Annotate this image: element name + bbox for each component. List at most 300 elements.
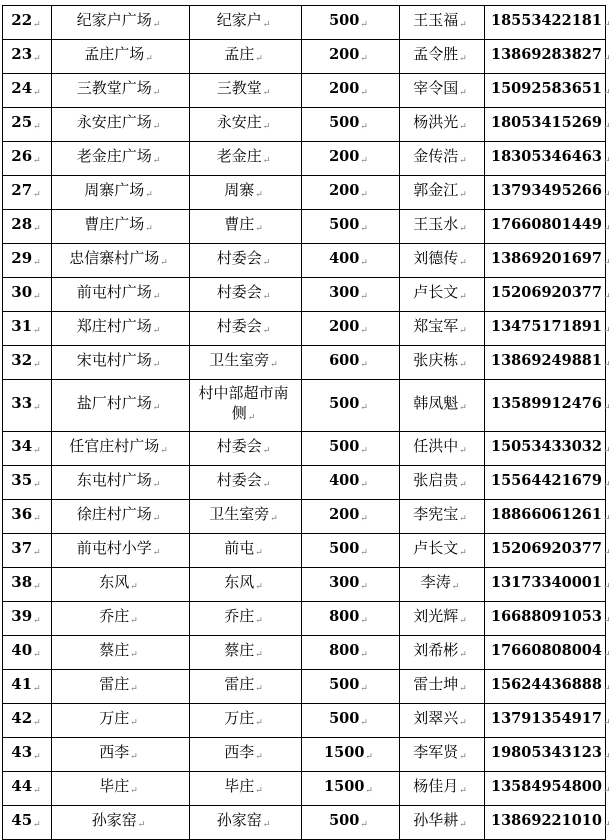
paragraph-mark: ↵	[365, 751, 373, 762]
paragraph-mark: ↵	[360, 53, 368, 64]
paragraph-mark: ↵	[130, 684, 138, 694]
paragraph-mark: ↵	[459, 403, 467, 413]
paragraph-mark: ↵	[33, 684, 41, 694]
paragraph-mark: ↵	[459, 88, 467, 98]
phone-text: 13589912476	[491, 394, 602, 412]
venue-cell	[52, 806, 190, 840]
paragraph-mark: ↵	[255, 718, 263, 728]
paragraph-mark: ↵	[360, 581, 368, 592]
paragraph-mark: ↵	[459, 446, 467, 456]
paragraph-mark: ↵	[602, 513, 611, 524]
phone-cell	[485, 312, 611, 346]
paragraph-mark: ↵	[270, 514, 278, 524]
location-text: 村委会	[216, 283, 262, 301]
paragraph-mark: ↵	[33, 786, 41, 796]
serial-number-cell	[3, 380, 52, 432]
paragraph-mark: ↵	[33, 514, 41, 524]
contact-name-text: 任洪中	[413, 437, 459, 455]
venue-cell	[52, 466, 190, 500]
venue-text: 三教堂广场	[76, 79, 152, 97]
location-cell	[190, 432, 302, 466]
paragraph-mark: ↵	[360, 819, 368, 830]
contact-name-cell	[400, 380, 485, 432]
paragraph-mark: ↵	[262, 20, 271, 30]
venue-text: 西李	[99, 743, 130, 761]
phone-cell	[485, 108, 611, 142]
capacity-cell	[302, 568, 400, 602]
venue-cell	[52, 40, 190, 74]
venue-cell	[52, 210, 190, 244]
location-cell	[190, 40, 302, 74]
capacity-text: 1500	[324, 777, 365, 795]
paragraph-mark: ↵	[33, 548, 41, 558]
table-row	[3, 108, 606, 142]
paragraph-mark: ↵	[255, 54, 263, 64]
contact-name-cell	[400, 738, 485, 772]
paragraph-mark: ↵	[459, 54, 467, 64]
capacity-text: 500	[329, 113, 360, 131]
paragraph-mark: ↵	[145, 54, 153, 64]
paragraph-mark: ↵	[360, 513, 368, 524]
phone-cell	[485, 40, 611, 74]
location-text: 老金庄	[216, 147, 262, 165]
location-cell	[190, 500, 302, 534]
location-cell	[190, 568, 302, 602]
location-text: 万庄	[224, 709, 255, 727]
capacity-text: 400	[329, 249, 360, 267]
phone-text: 13869221010	[491, 811, 602, 829]
paragraph-mark: ↵	[602, 479, 611, 490]
paragraph-mark: ↵	[602, 581, 611, 592]
venue-text: 周寨广场	[84, 181, 145, 199]
location-text: 前屯	[224, 539, 255, 557]
location-cell	[190, 534, 302, 568]
paragraph-mark: ↵	[459, 258, 467, 268]
phone-text: 19805343123	[491, 743, 602, 761]
paragraph-mark: ↵	[152, 88, 161, 98]
capacity-cell	[302, 176, 400, 210]
serial-number-text: 45	[11, 811, 33, 829]
paragraph-mark: ↵	[459, 326, 467, 336]
contact-name-text: 李军贤	[413, 743, 459, 761]
paragraph-mark: ↵	[152, 548, 161, 558]
location-text: 蔡庄	[224, 641, 255, 659]
serial-number-text: 41	[11, 675, 33, 693]
paragraph-mark: ↵	[152, 326, 161, 336]
phone-text: 18305346463	[491, 147, 602, 165]
paragraph-mark: ↵	[602, 257, 611, 268]
table-row	[3, 142, 606, 176]
capacity-text: 500	[329, 394, 360, 412]
venue-cell	[52, 244, 190, 278]
paragraph-mark: ↵	[255, 616, 263, 626]
serial-number-cell	[3, 500, 52, 534]
venue-text: 雷庄	[99, 675, 130, 693]
table-row	[3, 466, 606, 500]
contact-name-cell	[400, 500, 485, 534]
venue-text: 前屯村广场	[76, 283, 152, 301]
phone-cell	[485, 74, 611, 108]
paragraph-mark: ↵	[130, 650, 138, 660]
paragraph-mark: ↵	[451, 582, 460, 592]
paragraph-mark: ↵	[160, 258, 168, 268]
location-cell	[190, 466, 302, 500]
contact-name-text: 张庆栋	[413, 351, 459, 369]
paragraph-mark: ↵	[33, 752, 41, 762]
paragraph-mark: ↵	[459, 752, 467, 762]
venue-text: 乔庄	[99, 607, 130, 625]
venue-text: 任官庄村广场	[69, 437, 160, 455]
paragraph-mark: ↵	[152, 403, 161, 413]
serial-number-cell	[3, 312, 52, 346]
contact-name-cell	[400, 466, 485, 500]
serial-number-cell	[3, 806, 52, 840]
paragraph-mark: ↵	[360, 155, 368, 166]
paragraph-mark: ↵	[360, 189, 368, 200]
serial-number-text: 44	[11, 777, 33, 795]
paragraph-mark: ↵	[145, 190, 153, 200]
capacity-cell	[302, 108, 400, 142]
paragraph-mark: ↵	[360, 547, 368, 558]
contact-name-cell	[400, 670, 485, 704]
paragraph-mark: ↵	[33, 820, 41, 830]
venue-cell	[52, 568, 190, 602]
paragraph-mark: ↵	[459, 480, 467, 490]
location-text: 村委会	[216, 317, 262, 335]
paragraph-mark: ↵	[152, 480, 161, 490]
phone-cell	[485, 142, 611, 176]
capacity-cell	[302, 380, 400, 432]
capacity-text: 200	[329, 317, 360, 335]
serial-number-text: 25	[11, 113, 33, 131]
serial-number-text: 32	[11, 351, 33, 369]
phone-cell	[485, 806, 611, 840]
serial-number-cell	[3, 244, 52, 278]
location-text: 纪家户	[216, 11, 262, 29]
paragraph-mark: ↵	[459, 650, 467, 660]
paragraph-mark: ↵	[262, 258, 271, 268]
capacity-text: 200	[329, 79, 360, 97]
venue-text: 蔡庄	[99, 641, 130, 659]
paragraph-mark: ↵	[33, 258, 41, 268]
paragraph-mark: ↵	[459, 360, 467, 370]
capacity-text: 200	[329, 505, 360, 523]
contact-name-cell	[400, 772, 485, 806]
venue-cell	[52, 670, 190, 704]
paragraph-mark: ↵	[262, 480, 271, 490]
location-text: 村委会	[216, 249, 262, 267]
location-cell	[190, 6, 302, 40]
phone-text: 13793495266	[491, 181, 602, 199]
contact-name-text: 李涛	[420, 573, 451, 591]
paragraph-mark: ↵	[270, 360, 278, 370]
paragraph-mark: ↵	[360, 257, 368, 268]
phone-cell	[485, 602, 611, 636]
capacity-text: 500	[329, 709, 360, 727]
table-row	[3, 806, 606, 840]
capacity-cell	[302, 772, 400, 806]
paragraph-mark: ↵	[459, 548, 467, 558]
venue-text: 毕庄	[99, 777, 130, 795]
paragraph-mark: ↵	[152, 156, 161, 166]
serial-number-text: 30	[11, 283, 33, 301]
venue-cell	[52, 704, 190, 738]
contact-name-cell	[400, 636, 485, 670]
serial-number-text: 43	[11, 743, 33, 761]
paragraph-mark: ↵	[360, 717, 368, 728]
serial-number-text: 37	[11, 539, 33, 557]
location-text: 雷庄	[224, 675, 255, 693]
paragraph-mark: ↵	[360, 223, 368, 234]
contact-name-text: 孟令胜	[413, 45, 459, 63]
paragraph-mark: ↵	[247, 413, 256, 423]
table-row	[3, 6, 606, 40]
location-text: 东风	[224, 573, 255, 591]
paragraph-mark: ↵	[262, 446, 271, 456]
paragraph-mark: ↵	[130, 582, 138, 592]
capacity-cell	[302, 142, 400, 176]
paragraph-mark: ↵	[459, 122, 467, 132]
paragraph-mark: ↵	[459, 224, 467, 234]
location-cell	[190, 244, 302, 278]
paragraph-mark: ↵	[33, 582, 41, 592]
paragraph-mark: ↵	[33, 360, 41, 370]
capacity-cell	[302, 40, 400, 74]
paragraph-mark: ↵	[602, 615, 611, 626]
contact-name-text: 刘德传	[413, 249, 459, 267]
paragraph-mark: ↵	[255, 752, 263, 762]
contact-name-cell	[400, 568, 485, 602]
phone-text: 15206920377	[491, 283, 602, 301]
location-cell	[190, 108, 302, 142]
serial-number-text: 35	[11, 471, 33, 489]
phone-cell	[485, 772, 611, 806]
contact-name-cell	[400, 244, 485, 278]
contact-name-cell	[400, 312, 485, 346]
paragraph-mark: ↵	[360, 121, 368, 132]
paragraph-mark: ↵	[360, 479, 368, 490]
table-row	[3, 704, 606, 738]
paragraph-mark: ↵	[459, 786, 467, 796]
capacity-text: 500	[329, 539, 360, 557]
capacity-cell	[302, 534, 400, 568]
venue-text: 郑庄村广场	[76, 317, 152, 335]
venue-cell	[52, 346, 190, 380]
serial-number-cell	[3, 6, 52, 40]
venue-text: 孙家窑	[91, 811, 137, 829]
contact-name-cell	[400, 176, 485, 210]
capacity-cell	[302, 346, 400, 380]
location-cell	[190, 602, 302, 636]
serial-number-cell	[3, 278, 52, 312]
contact-name-cell	[400, 534, 485, 568]
venue-text: 忠信寨村广场	[69, 249, 160, 267]
paragraph-mark: ↵	[459, 514, 467, 524]
capacity-text: 600	[329, 351, 360, 369]
contact-name-text: 王玉福	[413, 11, 459, 29]
paragraph-mark: ↵	[152, 20, 161, 30]
paragraph-mark: ↵	[152, 360, 161, 370]
serial-number-cell	[3, 568, 52, 602]
phone-cell	[485, 636, 611, 670]
serial-number-text: 23	[11, 45, 33, 63]
paragraph-mark: ↵	[360, 683, 368, 694]
venue-cell	[52, 500, 190, 534]
paragraph-mark: ↵	[137, 820, 146, 830]
paragraph-mark: ↵	[255, 224, 263, 234]
venue-cell	[52, 636, 190, 670]
capacity-cell	[302, 738, 400, 772]
serial-number-text: 24	[11, 79, 33, 97]
capacity-cell	[302, 244, 400, 278]
paragraph-mark: ↵	[602, 189, 611, 200]
location-cell	[190, 346, 302, 380]
paragraph-mark: ↵	[33, 224, 41, 234]
venue-cell	[52, 142, 190, 176]
venue-text: 前屯村小学	[76, 539, 152, 557]
serial-number-cell	[3, 670, 52, 704]
paragraph-mark: ↵	[602, 87, 611, 98]
paragraph-mark: ↵	[459, 20, 467, 30]
location-cell	[190, 806, 302, 840]
contact-name-text: 刘光辉	[413, 607, 459, 625]
paragraph-mark: ↵	[602, 751, 611, 762]
contact-name-text: 郭金江	[413, 181, 459, 199]
venue-text: 东风	[99, 573, 130, 591]
paragraph-mark: ↵	[255, 650, 263, 660]
table-row	[3, 670, 606, 704]
phone-text: 18053415269	[491, 113, 602, 131]
location-cell	[190, 74, 302, 108]
paragraph-mark: ↵	[130, 786, 138, 796]
capacity-text: 300	[329, 283, 360, 301]
phone-text: 13584954800	[491, 777, 602, 795]
capacity-cell	[302, 466, 400, 500]
contact-name-text: 李宪宝	[413, 505, 459, 523]
capacity-cell	[302, 704, 400, 738]
contact-name-cell	[400, 40, 485, 74]
serial-number-text: 36	[11, 505, 33, 523]
paragraph-mark: ↵	[602, 819, 611, 830]
serial-number-text: 26	[11, 147, 33, 165]
venue-cell	[52, 772, 190, 806]
location-text: 村中部超市南侧	[198, 384, 289, 422]
paragraph-mark: ↵	[602, 19, 611, 30]
venue-text: 东屯村广场	[76, 471, 152, 489]
roster-body	[3, 6, 611, 840]
serial-number-text: 39	[11, 607, 33, 625]
table-row	[3, 534, 606, 568]
serial-number-text: 33	[11, 394, 33, 412]
location-text: 三教堂	[216, 79, 262, 97]
paragraph-mark: ↵	[33, 718, 41, 728]
capacity-cell	[302, 636, 400, 670]
venue-text: 永安庄广场	[76, 113, 152, 131]
capacity-cell	[302, 278, 400, 312]
phone-text: 15053433032	[491, 437, 602, 455]
paragraph-mark: ↵	[360, 19, 368, 30]
table-row	[3, 312, 606, 346]
paragraph-mark: ↵	[360, 615, 368, 626]
contact-name-text: 孙华耕	[413, 811, 459, 829]
paragraph-mark: ↵	[459, 718, 467, 728]
venue-cell	[52, 534, 190, 568]
location-cell	[190, 176, 302, 210]
phone-text: 13173340001	[491, 573, 602, 591]
phone-text: 13791354917	[491, 709, 602, 727]
capacity-text: 800	[329, 607, 360, 625]
contact-name-text: 刘希彬	[413, 641, 459, 659]
table-row	[3, 636, 606, 670]
table-row	[3, 568, 606, 602]
contact-name-text: 郑宝军	[413, 317, 459, 335]
serial-number-cell	[3, 466, 52, 500]
paragraph-mark: ↵	[33, 650, 41, 660]
contact-name-text: 雷士坤	[413, 675, 459, 693]
paragraph-mark: ↵	[459, 190, 467, 200]
capacity-cell	[302, 312, 400, 346]
location-text: 孟庄	[224, 45, 255, 63]
contact-name-text: 卢长文	[413, 539, 459, 557]
phone-cell	[485, 670, 611, 704]
paragraph-mark: ↵	[152, 292, 161, 302]
paragraph-mark: ↵	[130, 718, 138, 728]
paragraph-mark: ↵	[130, 752, 138, 762]
paragraph-mark: ↵	[33, 326, 41, 336]
paragraph-mark: ↵	[360, 291, 368, 302]
venue-text: 老金庄广场	[76, 147, 152, 165]
phone-text: 13869249881	[491, 351, 602, 369]
capacity-text: 500	[329, 675, 360, 693]
capacity-text: 500	[329, 11, 360, 29]
paragraph-mark: ↵	[33, 403, 41, 413]
paragraph-mark: ↵	[360, 359, 368, 370]
contact-name-text: 王玉水	[413, 215, 459, 233]
paragraph-mark: ↵	[365, 785, 373, 796]
capacity-cell	[302, 432, 400, 466]
serial-number-cell	[3, 40, 52, 74]
venue-text: 盐厂村广场	[76, 394, 152, 412]
serial-number-text: 27	[11, 181, 33, 199]
serial-number-cell	[3, 636, 52, 670]
table-row	[3, 772, 606, 806]
paragraph-mark: ↵	[262, 156, 271, 166]
location-text: 西李	[224, 743, 255, 761]
contact-name-cell	[400, 806, 485, 840]
contact-name-text: 杨洪光	[413, 113, 459, 131]
location-cell	[190, 210, 302, 244]
venue-text: 徐庄村广场	[76, 505, 152, 523]
paragraph-mark: ↵	[602, 445, 611, 456]
serial-number-cell	[3, 432, 52, 466]
venue-text: 孟庄广场	[84, 45, 145, 63]
serial-number-text: 40	[11, 641, 33, 659]
table-row	[3, 380, 606, 432]
contact-name-cell	[400, 74, 485, 108]
contact-name-text: 杨佳月	[413, 777, 459, 795]
paragraph-mark: ↵	[130, 616, 138, 626]
serial-number-text: 38	[11, 573, 33, 591]
contact-name-text: 韩凤魁	[413, 394, 459, 412]
serial-number-text: 29	[11, 249, 33, 267]
phone-cell	[485, 534, 611, 568]
paragraph-mark: ↵	[33, 446, 41, 456]
paragraph-mark: ↵	[255, 548, 263, 558]
serial-number-cell	[3, 602, 52, 636]
phone-text: 17660808004	[491, 641, 602, 659]
phone-cell	[485, 6, 611, 40]
capacity-text: 500	[329, 215, 360, 233]
